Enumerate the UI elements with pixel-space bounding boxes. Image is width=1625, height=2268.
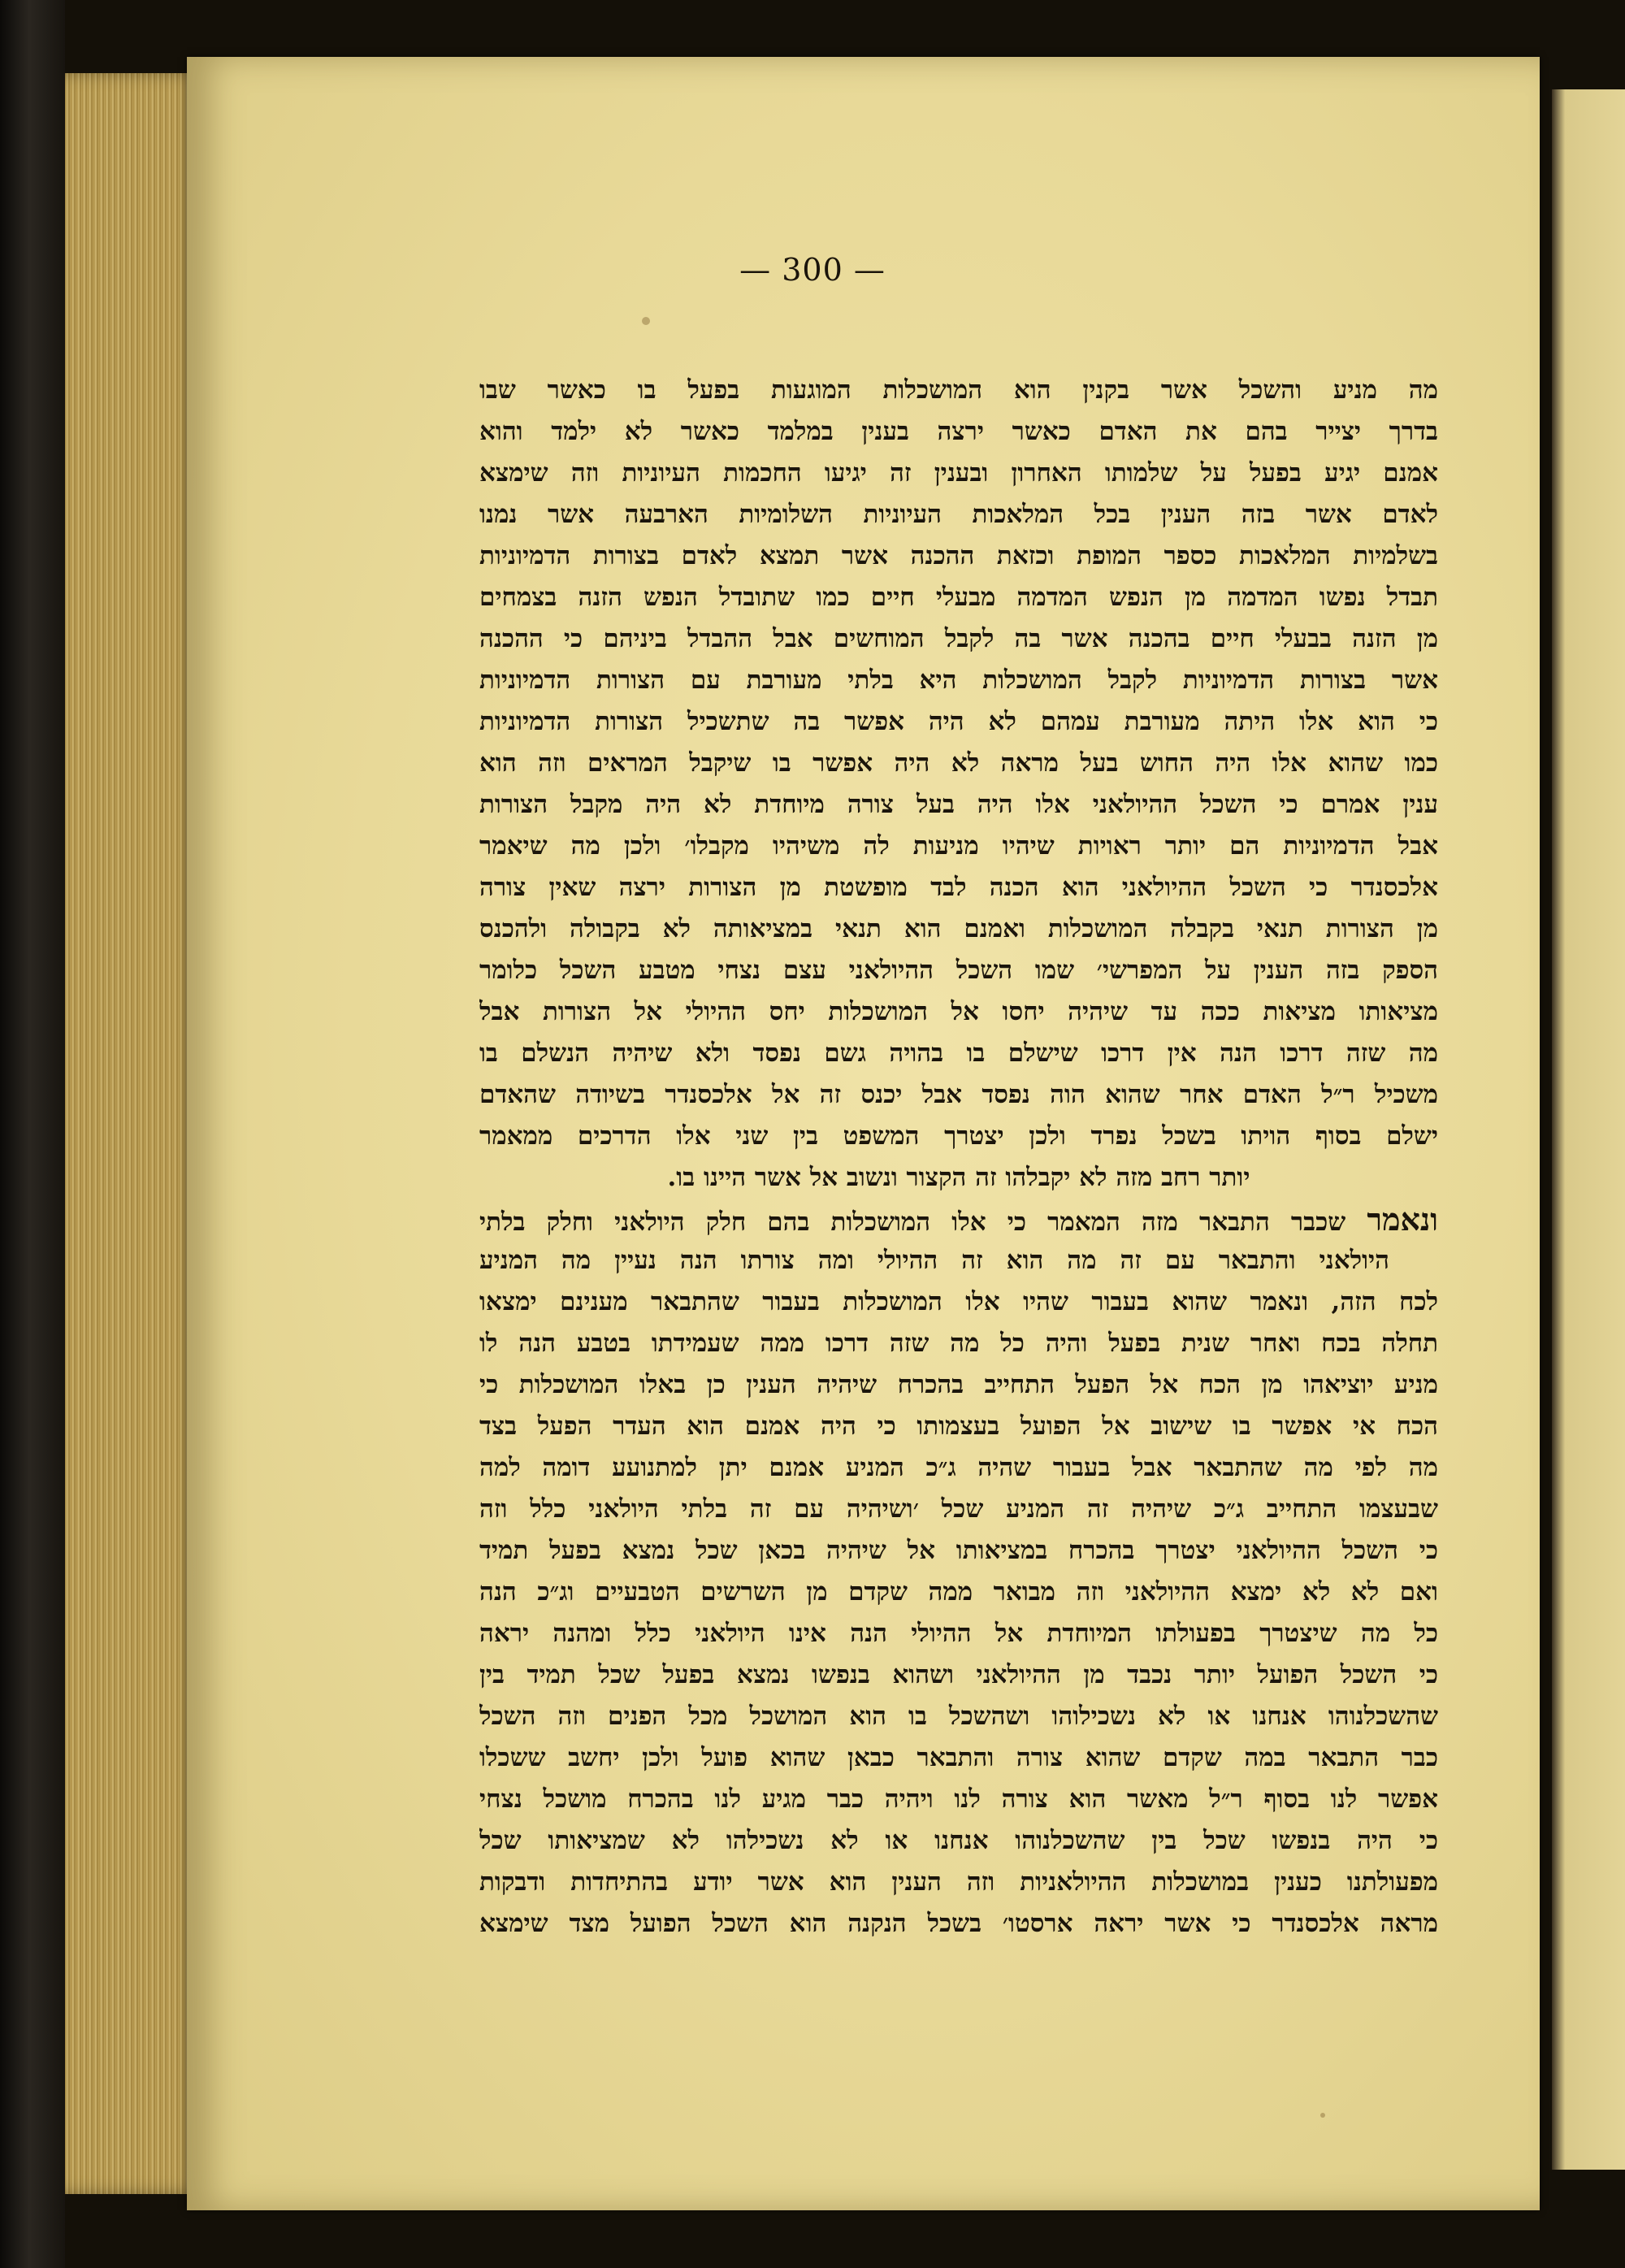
text-line: מה לפי מה שהתבאר אבל בעבור שהיה ג״כ המניע אמנם יתן למתנועע דומה למה bbox=[479, 1453, 1438, 1482]
text-line: ישלם בסוף הויתו בשכל נפרד ולכן יצטרך המשפט בין שני אלו הדרכים ממאמר bbox=[479, 1121, 1438, 1151]
text-line: לאדם אשר בזה הענין בכל המלאכות העיוניות השלומיות הארבעה אשר נמנו bbox=[479, 500, 1438, 529]
text-line: מן הצורות תנאי בקבלה המושכלות ואמנם הוא תנאי במציאותה לא בקבולה ולהכנס bbox=[479, 914, 1438, 943]
text-line: אמנם יגיע בפעל על שלמותו האחרון ובענין זה יגיעו החכמות העיוניות וזה שימצא bbox=[479, 458, 1438, 488]
text-line: כי השכל ההיולאני יצטרך בהכרח במציאותו אל שיהיה בכאן שכל נמצא בפעל תמיד bbox=[479, 1536, 1438, 1565]
book-spine bbox=[0, 0, 65, 2268]
text-line: הספק בזה הענין על המפרשי׳ שמו השכל ההיולאני עצם נצחי מטבע השכל כלומר bbox=[479, 956, 1438, 985]
paragraph-first-line-text: שכבר התבאר מזה המאמר כי אלו המושכלות בהם חלק היולאני וחלק בלתי bbox=[479, 1208, 1346, 1237]
text-line: תחלה בכח ואחר שנית בפעל והיה כל מה שזה דרכו ממה שעמידתו בטבע הנה לו bbox=[479, 1329, 1438, 1358]
page-edges bbox=[65, 73, 203, 2194]
text-line: אשר בצורות הדמיוניות לקבל המושכלות היא בלתי מעורבת עם הצורות הדמיוניות bbox=[479, 666, 1438, 695]
text-line: בשלמיות המלאכות כספר המופת וכזאת ההכנה אשר תמצא לאדם בצורות הדמיוניות bbox=[479, 541, 1438, 570]
text-line: ואם לא לא ימצא ההיולאני וזה מבואר ממה שקדם מן השרשים הטבעיים וג״כ הנה bbox=[479, 1577, 1438, 1607]
body-text bbox=[479, 370, 1438, 1945]
text-line: שבעצמו התחייב ג״כ שיהיה זה המניע שכל ׳ושיהיה עם זה בלתי היולאני כלל וזה bbox=[479, 1494, 1438, 1524]
paper-spot bbox=[1320, 2113, 1325, 2118]
text-line: מניע יוציאהו מן הכח אל הפעל התחייב בהכרח שיהיה הענין כן באלו המושכלות כי bbox=[479, 1370, 1438, 1399]
page-number: — 300 — bbox=[739, 252, 886, 288]
paragraph-opening-word: ונאמר bbox=[1367, 1201, 1438, 1238]
text-line: תבדל נפשו המדמה מן הנפש המדמה מבעלי חיים כמו שתובדל הנפש הזנה בצמחים bbox=[479, 583, 1438, 612]
text-line: כי היה בנפשו שכל בין שהשכלנוהו אנחנו או לא נשכילהו לא שמציאותו שכל bbox=[479, 1826, 1438, 1855]
text-line: הכח אי אפשר בו שישוב אל הפועל בעצמותו כי היה אמנם הוא העדר הפעל בצד bbox=[479, 1412, 1438, 1441]
text-line: אפשר לנו בסוף ר״ל מאשר הוא צורה לנו ויהיה כבר מגיע לנו בהכרח מושכל נצחי bbox=[479, 1784, 1438, 1814]
paper-spot bbox=[642, 317, 650, 325]
text-line: ענין אמרם כי השכל ההיולאני אלו היה בעל צורה מיוחדת לא היה מקבל הצורות bbox=[479, 790, 1438, 819]
text-line: אלכסנדר כי השכל ההיולאני הוא הכנה לבד מופשטת מן הצורות ירצה שאין צורה bbox=[479, 873, 1438, 902]
text-line: לכח הזה, ונאמר שהוא בעבור שהיו אלו המושכלות בעבור שהתבאר מענינם ימצאו bbox=[479, 1287, 1438, 1316]
next-page-edge bbox=[1552, 89, 1625, 2170]
text-line: כי השכל הפועל יותר נכבד מן ההיולאני ושהוא בנפשו נמצא בפעל שכל תמיד בין bbox=[479, 1660, 1438, 1689]
text-line: מציאותו מציאות ככה עד שיהיה יחסו אל המושכלות יחס ההיולי אל הצורות אבל bbox=[479, 997, 1438, 1026]
text-line: מה שזה דרכו הנה אין דרכו שישלם בו בהויה גשם נפסד ולא שיהיה הנשלם בו bbox=[479, 1039, 1438, 1068]
text-line: מה מניע והשכל אשר בקנין הוא המושכלות המוגעות בפעל בו כאשר שבו bbox=[479, 375, 1438, 405]
text-line-paragraph-end: יותר רחב מזה לא יקבלהו זה הקצור ונשוב אל אשר היינו בו. bbox=[667, 1163, 1250, 1192]
text-line: כמו שהוא אלו היה החוש בעל מראה לא היה אפשר בו שיקבל המראים וזה הוא bbox=[479, 748, 1438, 778]
text-line: שהשכלנוהו אנחנו או לא נשכילוהו ושהשכל בו הוא המושכל מכל הפנים וזה השכל bbox=[479, 1702, 1438, 1731]
text-line: מראה אלכסנדר כי אשר יראה ארסטו׳ בשכל הנקנה הוא השכל הפועל מצד שימצא bbox=[479, 1909, 1438, 1938]
text-line: משכיל ר״ל האדם אחר שהוא הוה נפסד אבל יכנס זה אל אלכסנדר בשיודה שהאדם bbox=[479, 1080, 1438, 1109]
text-line: כבר התבאר במה שקדם שהוא צורה והתבאר כבאן שהוא פועל ולכן יחשב ששכלו bbox=[479, 1743, 1438, 1772]
text-line: כל מה שיצטרך בפעולתו המיוחדת אל ההיולי הנה אינו היולאני כלל ומהנה יראה bbox=[479, 1619, 1438, 1648]
text-line: היולאני והתבאר עם זה מה הוא זה ההיולי ומה צורתו הנה נעיין מה המניע bbox=[479, 1246, 1389, 1275]
text-line: מן הזנה בבעלי חיים בהכנה אשר בה לקבל המוחשים אבל ההבדל ביניהם כי ההכנה bbox=[479, 624, 1438, 653]
text-line: בדרך יצייר בהם את האדם כאשר ירצה בענין במלמד כאשר לא ילמד והוא bbox=[479, 417, 1438, 446]
text-line: אבל הדמיוניות הם יותר ראויות שיהיו מניעות לה משיהיו מקבלו׳ ולכן מה שיאמר bbox=[479, 831, 1438, 861]
text-line: כי הוא אלו היתה מעורבת עמהם לא היה אפשר בה שתשכיל הצורות הדמיוניות bbox=[479, 707, 1438, 736]
paragraph-first-line bbox=[479, 1199, 1438, 1240]
text-line: מפעולתנו כענין במושכלות ההיולאניות וזה הענין הוא אשר יודע בהתיחדות ודבקות bbox=[479, 1867, 1438, 1897]
